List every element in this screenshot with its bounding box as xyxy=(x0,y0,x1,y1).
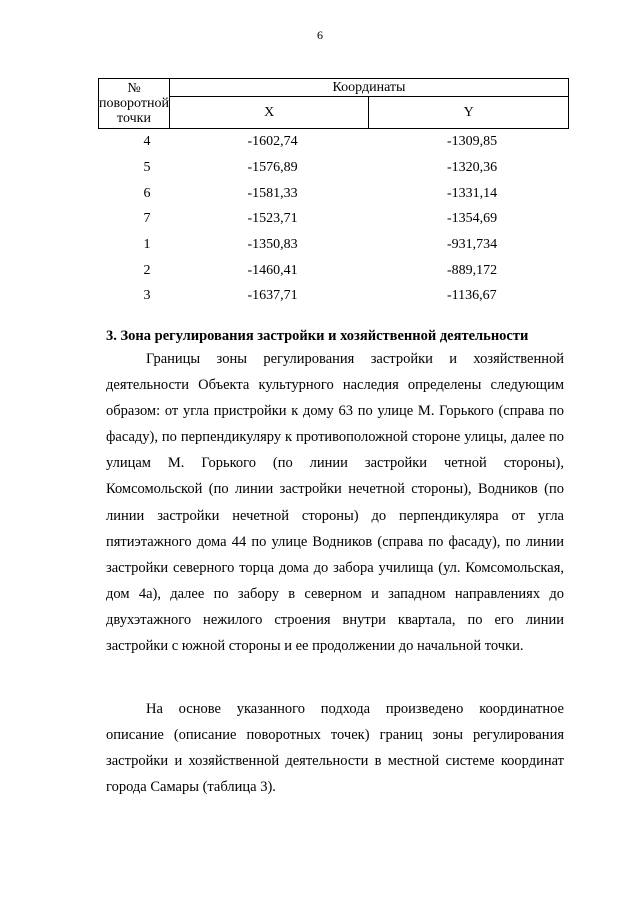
cell-x: -1602,74 xyxy=(247,134,298,150)
coordinates-table-body xyxy=(99,129,569,309)
coordinates-table xyxy=(98,78,569,309)
cell-x: -1523,71 xyxy=(247,211,298,227)
cell-y: -931,734 xyxy=(446,237,498,253)
cell-point-number: 4 xyxy=(143,134,151,150)
cell-point-number: 3 xyxy=(143,288,151,304)
cell-y: -1331,14 xyxy=(446,185,498,201)
table-row xyxy=(99,180,569,206)
table-row xyxy=(99,206,569,232)
paragraph-coordinates-description: На основе указанного подхода произведено координатное описание (описание поворотных точек) границ зоны регулирования застройки и хозяйственной деятельности в местной системе координат города Самары (таблица 3). xyxy=(106,701,564,796)
section-heading: 3. Зона регулирования застройки и хозяйственной деятельности xyxy=(106,328,529,344)
cell-y: -1309,85 xyxy=(446,134,498,150)
cell-point-number: 5 xyxy=(143,160,151,176)
cell-point-number: 6 xyxy=(143,185,151,201)
cell-point-number: 7 xyxy=(143,211,151,227)
cell-x: -1460,41 xyxy=(247,262,298,278)
cell-y: -889,172 xyxy=(446,262,498,278)
cell-x: -1576,89 xyxy=(247,160,298,176)
header-y: Y xyxy=(369,97,569,129)
header-coordinates: Координаты xyxy=(169,79,568,97)
cell-y: -1354,69 xyxy=(446,211,498,227)
cell-y: -1320,36 xyxy=(446,160,498,176)
paragraph-boundaries: Границы зоны регулирования застройки и хозяйственной деятельности Объекта культурного наследия определены следующим образом: от угла пристройки к дому 63 по улице М. Горького (справа по фасаду), по перпендикуляру к противоположной стороне улицы, далее по улицам М. Горького (по линии застройки четной стороны), Комсомольской (по линии застройки нечетной стороны), Водников (по линии застройки нечетной стороны) до перпендикуляра от угла пятиэтажного дома 44 по улице Водников (справа по фасаду), по линии застройки северного торца дома до забора училища (ул. Комсомольская, дом 4а), далее по забору в северном и западном направлениях до двухэтажного нежилого строения внутри квартала, по его линии застройки с южной стороны и ее продолжении до начальной точки. xyxy=(106,351,564,655)
header-point-number: № поворотной точки xyxy=(99,79,170,129)
page-number: 6 xyxy=(317,28,323,42)
table-row xyxy=(99,232,569,258)
cell-y: -1136,67 xyxy=(446,288,497,304)
cell-x: -1637,71 xyxy=(247,288,298,304)
table-row xyxy=(99,155,569,181)
table-row xyxy=(99,257,569,283)
cell-point-number: 2 xyxy=(143,262,151,278)
table-row xyxy=(99,283,569,309)
cell-point-number: 1 xyxy=(143,237,151,253)
cell-x: -1350,83 xyxy=(247,237,298,253)
cell-x: -1581,33 xyxy=(247,185,298,201)
table-row xyxy=(99,129,569,155)
header-x: X xyxy=(169,97,369,129)
